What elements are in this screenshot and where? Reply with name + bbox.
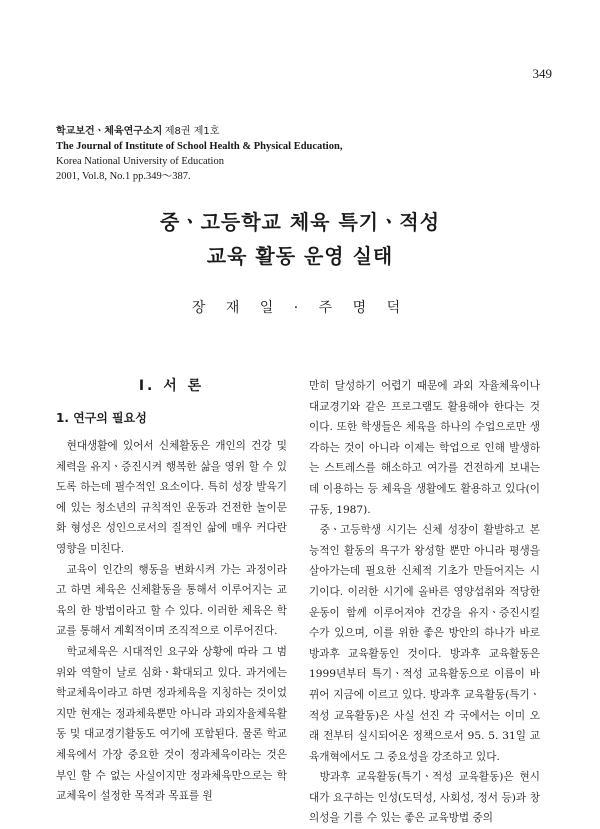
journal-korean-name: 학교보건ㆍ체육연구소지: [56, 126, 163, 137]
body-paragraph: 만히 달성하기 어렵기 때문에 과외 자율체육이나 대교경기와 같은 프로그램도 활용해야 한다는 것이다. 또한 학생들은 체육을 하나의 수업으로만 생각하는 것이 아니라 이제는 학업으로 인해 발생하는 스트레스를 해소하고 여가를 건전하게 보내는데 이용하는 등 체육을 생활에도 활용하고 있다(이규동, 1987).: [309, 380, 540, 516]
body-paragraph: 학교체육은 시대적인 요구와 상황에 따라 그 범위와 역할이 날로 심화ㆍ확대되고 있다. 과거에는 학교체육이라고 하면 정과체육을 지칭하는 것이었지만 현재는 정과체육뿐만 아니라 과외자율체육활동 및 대교경기활동도 여기에 포함된다. 물론 학교체육에서 가장 중요한 것이 정과체육이라는 것은 부인 할 수 없는 사실이지만 정과체육만으로는 학교체육이 설정한 목적과 목표를 원: [56, 645, 287, 803]
journal-korean-volume: 제8권 제1호: [164, 126, 220, 137]
journal-korean-line: [56, 124, 342, 139]
journal-citation: 2001, Vol.8, No.1 pp.349～387.: [56, 171, 191, 182]
paper-authors: 장 재 일 · 주 명 덕: [191, 300, 409, 316]
paper-title: [0, 205, 600, 273]
body-paragraph: 교육이 인간의 행동을 변화시켜 가는 과정이라고 하면 체육은 신체활동을 통해서 이루어지는 교육의 한 방법이라고 할 수 있다. 이러한 체육은 학교를 통해서 계획적이며 조직적으로 이루어진다.: [56, 563, 287, 638]
right-column: [309, 376, 540, 829]
title-line-1: 중ㆍ고등학교 체육 특기ㆍ적성: [159, 210, 441, 234]
body-paragraph: 현대생활에 있어서 신체활동은 개인의 건강 및 체력을 유지ㆍ증진시켜 행복한 삶을 영위 할 수 있도록 하는데 필수적인 요소이다. 특히 성장 발육기에 있는 청소년의 규칙적인 운동과 건전한 놀이문화 형성은 성인으로서의 질적인 삶에 매우 커다란 영향을 미친다.: [56, 440, 287, 555]
page-number: 349: [532, 66, 552, 81]
title-line-2: 교육 활동 운영 실태: [206, 244, 394, 268]
subsection-heading-need: 1. 연구의 필요성: [56, 411, 147, 425]
journal-english-name: The Journal of Institute of School Health & Physical Education,: [56, 141, 343, 152]
section-heading-introduction: Ⅰ. 서 론: [138, 378, 205, 394]
body-paragraph: 중ㆍ고등학생 시기는 신체 성장이 활발하고 본능적인 활동의 욕구가 왕성할 뿐만 아니라 평생을 살아가는데 필요한 신체적 기초가 만들어지는 시기이다. 이러한 시기에 올바른 영양섭취와 적당한 운동이 함께 이루어져야 건강을 유지ㆍ증진시킬 수가 있으며, 이를 위한 좋은 방안의 하나가 바로 방과후 교육활동인 것이다. 방과후 교육활동은 1999년부터 특기ㆍ적성 교육활동으로 이름이 바뀌어 지금에 이르고 있다. 방과후 교육활동(특기ㆍ적성 교육활동)은 사실 선진 각 국에서는 이미 오래 전부터 실시되어온 정책으로서 95. 5. 31일 교육개혁에서도 그 중요성을 강조하고 있다.: [309, 524, 540, 763]
left-column: [56, 376, 287, 807]
journal-info: [56, 124, 342, 184]
body-paragraph: 방과후 교육활동(특기ㆍ적성 교육활동)은 현시대가 요구하는 인성(도덕성, 사회성, 정서 등)과 창의성을 기를 수 있는 좋은 교육방법 중의: [309, 771, 540, 825]
journal-university: Korea National University of Education: [56, 156, 224, 167]
